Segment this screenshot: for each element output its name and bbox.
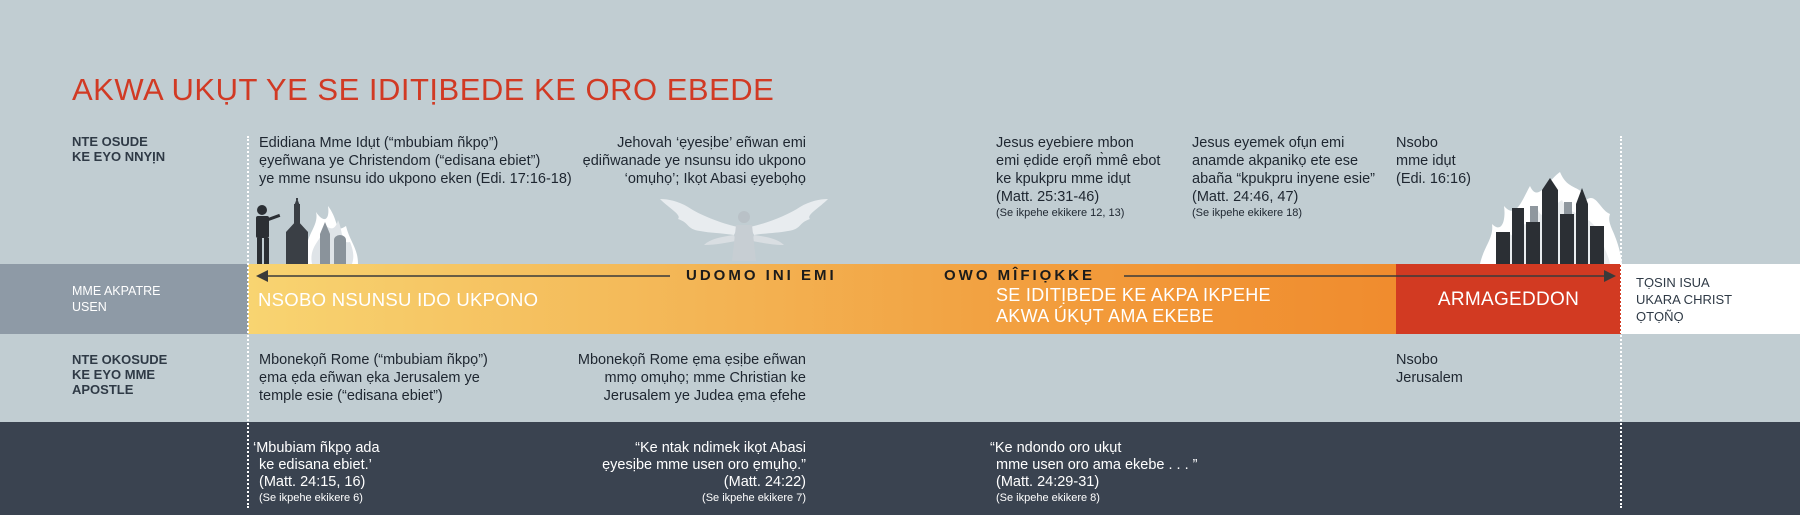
text-line: temple esie (“edisana ebiet”) — [259, 388, 443, 404]
band-label-line: USEN — [72, 300, 107, 314]
row-label-line: APOSTLE — [72, 382, 134, 397]
scripture-quote-disgusting-thing — [253, 440, 513, 505]
text-line: Jesus eyemek ofụn emi — [1192, 135, 1345, 151]
text-line: mme idụt — [1396, 153, 1456, 169]
timeline-start-divider — [247, 136, 249, 508]
row-label-our-day — [72, 134, 165, 164]
top-text-great-babylon — [259, 134, 599, 188]
quote-line: mme usen oro ama ekebe . . . ” — [996, 457, 1198, 473]
paragraph-reference: (Se ikpehe ekikere 18) — [1192, 207, 1303, 219]
text-line: mmọ omụhọ; mme Christian ke — [604, 370, 806, 386]
paragraph-reference: (Se ikpehe ekikere 6) — [259, 492, 363, 504]
band-text-line: TỌSIN ISUA — [1636, 275, 1710, 290]
band-text-line: SE IDITỊBEDE KE AKPA IKPEHE — [996, 285, 1271, 305]
quote-line: (Matt. 24:15, 16) — [259, 474, 366, 490]
lower-text-jerusalem-destruction — [1396, 351, 1516, 387]
thousand-year-reign-label — [1636, 274, 1732, 325]
row-label-line: NTE OSUDE — [72, 134, 148, 149]
quote-line: ke edisana ebiet.’ — [259, 457, 372, 473]
armageddon-label: ARMAGEDDON — [1437, 289, 1580, 310]
text-line: (Matt. 24:46, 47) — [1192, 189, 1299, 205]
angel-icon — [660, 193, 828, 261]
false-religion-destruction-label: NSOBO NSUNSU IDO UKPONO — [258, 289, 539, 310]
text-line: Mbonekọñ Rome (“mbubiam ñkpọ”) — [259, 352, 488, 368]
text-line: Nsobo — [1396, 352, 1438, 368]
quote-line: ‘Mbubiam ñkpọ ada — [253, 440, 380, 456]
text-line: Mbonekọñ Rome ẹma ẹsịbe eñwan — [577, 352, 806, 368]
timeline-end-divider — [1620, 136, 1622, 508]
text-line: Jesus eyebiere mbon — [996, 135, 1134, 151]
row-label-line: KE EYO NNYỊN — [72, 149, 166, 164]
timeline-arrow — [256, 266, 1616, 286]
unknown-time-label-right: OWO MÎFIỌKKE — [944, 267, 1095, 284]
top-text-jesus-judges — [996, 134, 1176, 220]
scripture-quote-after-tribulation — [990, 440, 1250, 505]
lower-text-attack-cut-short — [560, 351, 806, 405]
first-part-great-tribulation-label — [996, 285, 1271, 327]
paragraph-reference: (Se ikpehe ekikere 8) — [996, 492, 1100, 504]
text-line: anamde akpanikọ ete ese — [1192, 153, 1359, 169]
paragraph-reference: (Se ikpehe ekikere 7) — [702, 492, 806, 504]
quote-line: “Ke ntak ndimek ikọt Abasi — [635, 440, 806, 456]
row-label-line: NTE OKOSUDE — [72, 352, 168, 367]
text-line: ke kpukpru mme idụt — [996, 171, 1131, 187]
row-label-line: KE EYO MME — [72, 367, 156, 382]
top-text-jehovah-cuts-short — [560, 134, 806, 188]
page-title: AKWA UKỤT YE SE IDITỊBEDE KE ORO EBEDE — [72, 72, 775, 107]
band-text-line: AKWA ÚKỤT AMA EKEBE — [996, 306, 1214, 326]
text-line: emi ẹdide erọñ m̀mê ebot — [996, 153, 1161, 169]
text-line: Jehovah ‘ẹyesịbe’ eñwan emi — [617, 135, 806, 151]
text-line: ‘omụhọ’; Ikọt Abasi ẹyebọhọ — [624, 171, 806, 187]
text-line: Jerusalem — [1396, 370, 1463, 386]
text-line: abaña “kpukpru inyene esie” — [1192, 171, 1375, 187]
text-line: ẹma ẹda eñwan ẹka Jerusalem ye — [259, 370, 480, 386]
burning-city-icon — [1478, 170, 1622, 264]
text-line: Edidiana Mme Idụt (“mbubiam ñkpọ”) — [259, 135, 499, 151]
band-label-line: MME AKPATRE — [72, 284, 161, 298]
row-label-apostles-day — [72, 352, 167, 397]
lower-text-roman-armies — [259, 351, 559, 405]
text-line: ẹdiñwanade ye nsunsu ido ukpono — [582, 153, 806, 169]
quote-line: (Matt. 24:29-31) — [996, 474, 1100, 490]
quote-line: (Matt. 24:22) — [723, 474, 806, 490]
text-line: ye mme nsunsu ido ukpono eken (Edi. 17:16-18) — [259, 171, 572, 187]
text-line: Nsobo — [1396, 135, 1438, 151]
text-line: (Matt. 25:31-46) — [996, 189, 1100, 205]
band-text-line: UKARA CHRIST — [1636, 292, 1733, 307]
band-text-line: ỌTỌÑỌ — [1636, 309, 1684, 324]
quote-line: ẹyesịbe mme usen oro ẹmụhọ.” — [602, 457, 806, 473]
final-days-label — [72, 283, 160, 315]
quote-line: “Ke ndondo oro ukụt — [990, 440, 1122, 456]
paragraph-reference: (Se ikpehe ekikere 12, 13) — [996, 207, 1125, 219]
text-line: Jerusalem ye Judea ẹma ẹfehe — [603, 388, 806, 404]
top-text-faithful-slave — [1192, 134, 1392, 220]
text-line: (Edi. 16:16) — [1396, 171, 1471, 187]
soldier-with-church-fire-icon — [250, 198, 362, 264]
scripture-quote-chosen-ones — [560, 440, 806, 505]
text-line: ẹyeñwana ye Christendom (“edisana ebiet”) — [259, 153, 541, 169]
unknown-time-label-left: UDOMO INI EMI — [686, 267, 837, 284]
